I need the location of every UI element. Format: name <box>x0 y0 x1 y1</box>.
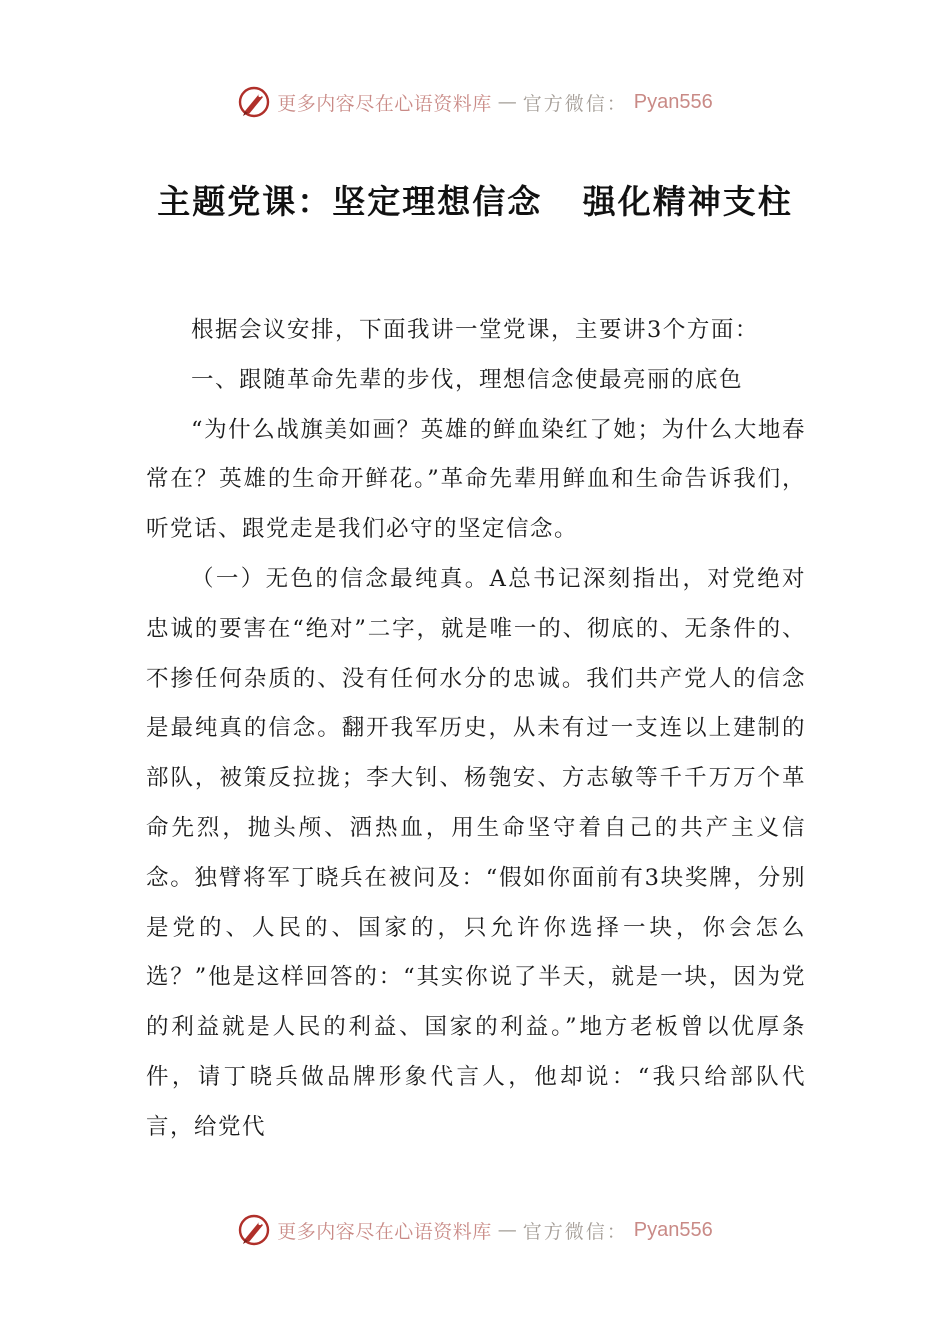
pen-nib-circle-icon <box>237 1213 271 1247</box>
watermark-text: 更多内容尽在心语资料库 <box>277 1220 492 1243</box>
watermark-wechat-label: 官方微信： <box>522 92 628 115</box>
watermark-wechat-id: Pyan556 <box>633 90 713 113</box>
watermark-wechat-label: 官方微信： <box>522 1220 628 1243</box>
pen-nib-circle-icon <box>237 85 271 119</box>
header-watermark <box>0 82 950 122</box>
watermark-text: 更多内容尽在心语资料库 <box>277 92 492 115</box>
paragraph-intro: 根据会议安排，下面我讲一堂党课，主要讲3个方面： <box>191 317 759 343</box>
paragraph-quote: “为什么战旗美如画？英雄的鲜血染红了她；为什么大地春常在？英雄的生命开鲜花。”革命先辈用鲜血和生命告诉我们，听党话、跟党走是我们必守的坚定信念。 <box>146 416 806 543</box>
document-body <box>146 306 806 1153</box>
document-title: 主题党课：坚定理想信念 强化精神支柱 <box>157 182 793 221</box>
watermark-separator: — <box>497 91 517 113</box>
paragraph-section-heading: 一、跟随革命先辈的步伐，理想信念使最亮丽的底色 <box>191 366 744 393</box>
watermark-wechat-id: Pyan556 <box>633 1218 713 1241</box>
footer-watermark <box>0 1210 950 1250</box>
paragraph-subsection-one: （一）无色的信念最纯真。A总书记深刻指出，对党绝对忠诚的要害在“绝对”二字，就是唯一的、彻底的、无条件的、不掺任何杂质的、没有任何水分的忠诚。我们共产党人的信念是最纯真的信念。翻开我军历史，从未有过一支连以上建制的部队，被策反拉拢；李大钊、杨匏安、方志敏等千千万万个革命先烈，抛头颅、洒热血，用生命坚守着自己的共产主义信念。独臂将军丁晓兵在被问及：“假如你面前有3块奖牌，分别是党的、人民的、国家的，只允许你选择一块，你会怎么选？”他是这样回答的：“其实你说了半天，就是一块，因为党的利益就是人民的利益、国家的利益。”地方老板曾以优厚条件，请丁晓兵做品牌形象代言人，他却说：“我只给部队代言，给党代 <box>146 565 806 1140</box>
watermark-separator: — <box>497 1219 517 1241</box>
